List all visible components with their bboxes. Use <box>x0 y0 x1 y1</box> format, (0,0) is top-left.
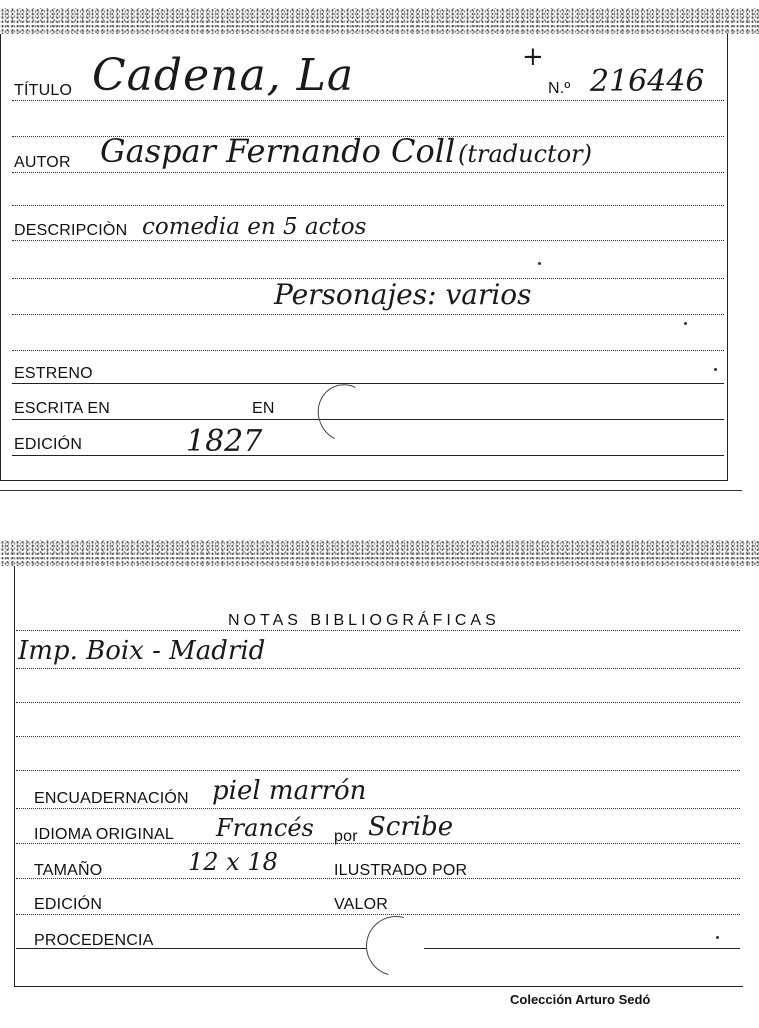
edicion-value-1: 1827 <box>186 424 263 459</box>
rule-4 <box>12 350 724 351</box>
valor-label: VALOR <box>334 896 389 913</box>
imprenta-value: Imp. Boix - Madrid <box>18 636 266 666</box>
rule-descripcion <box>12 240 724 241</box>
rule-procedencia-right <box>424 948 740 949</box>
cards-separator <box>0 490 742 491</box>
por-label: por <box>334 828 358 845</box>
estreno-label: ESTRENO <box>14 365 93 382</box>
rule-8 <box>16 770 740 771</box>
rule-7 <box>16 736 740 737</box>
rule-5 <box>16 668 740 669</box>
speck <box>684 322 687 325</box>
notas-heading: NOTAS BIBLIOGRÁFICAS <box>228 612 500 629</box>
descripcion-label: DESCRIPCIÒN <box>14 222 128 239</box>
escrita-label: ESCRITA EN <box>14 400 110 417</box>
tamano-label: TAMAÑO <box>34 862 103 879</box>
rule-notas <box>16 630 740 631</box>
speck <box>716 936 719 939</box>
scan-noise-top <box>0 8 759 34</box>
idioma-label: IDIOMA ORIGINAL <box>34 826 174 843</box>
numero-label: N.º <box>548 80 571 97</box>
idioma-value: Francés <box>216 814 314 842</box>
autor-note: (traductor) <box>458 140 592 168</box>
collection-footer: Colección Arturo Sedó <box>510 992 651 1007</box>
titulo-label: TÍTULO <box>14 82 73 99</box>
numero-value: 216446 <box>590 64 705 99</box>
titulo-value: Cadena, La <box>92 50 355 101</box>
speck <box>714 368 717 371</box>
rule-estreno <box>12 383 724 384</box>
rule-autor <box>12 172 724 173</box>
encuadernacion-value: piel marrón <box>212 776 367 806</box>
scan-noise-bottom <box>0 540 759 566</box>
rule-6 <box>16 702 740 703</box>
rule-personajes <box>12 314 724 315</box>
rule-edicion-2 <box>16 914 740 915</box>
descripcion-value: comedia en 5 actos <box>142 214 367 240</box>
rule-2 <box>12 205 724 206</box>
rule-encuadernacion <box>16 808 740 809</box>
procedencia-label: PROCEDENCIA <box>34 932 154 949</box>
edicion-label-2: EDICIÓN <box>34 896 103 913</box>
tamano-value: 12 x 18 <box>188 848 278 876</box>
autor-label: AUTOR <box>14 154 71 171</box>
por-value: Scribe <box>368 812 454 842</box>
en-label: EN <box>252 400 275 417</box>
personajes-value: Personajes: varios <box>274 278 532 311</box>
ilustrado-label: ILUSTRADO POR <box>334 862 468 879</box>
cross-mark: + <box>522 42 544 72</box>
autor-value: Gaspar Fernando Coll <box>100 132 456 170</box>
speck <box>538 262 541 265</box>
encuadernacion-label: ENCUADERNACIÓN <box>34 790 189 807</box>
rule-edicion <box>12 455 724 456</box>
edicion-label-1: EDICIÓN <box>14 436 83 453</box>
